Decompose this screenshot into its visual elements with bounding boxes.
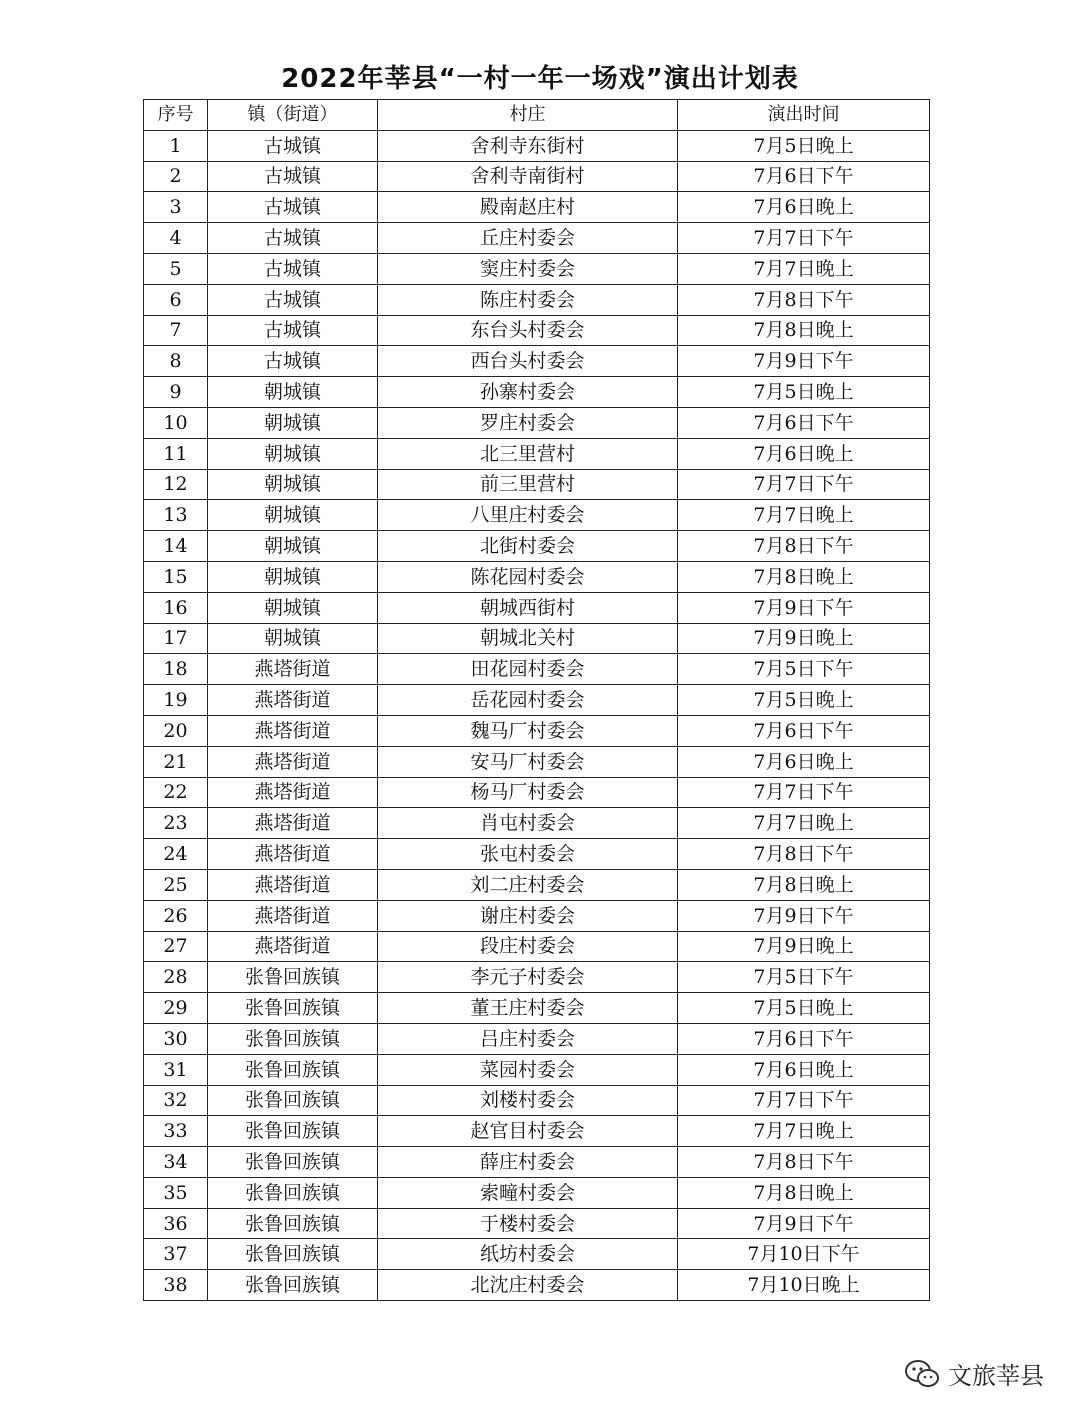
row-town: 燕塔街道 — [208, 777, 378, 808]
row-village: 北街村委会 — [378, 531, 678, 562]
row-time: 7月6日下午 — [678, 407, 930, 438]
row-no: 37 — [144, 1239, 208, 1270]
row-no: 32 — [144, 1085, 208, 1116]
row-town: 朝城镇 — [208, 531, 378, 562]
row-village: 陈花园村委会 — [378, 561, 678, 592]
row-village: 肖屯村委会 — [378, 808, 678, 839]
table-row — [144, 1177, 930, 1208]
row-village: 孙寨村委会 — [378, 377, 678, 408]
row-time: 7月8日下午 — [678, 1147, 930, 1178]
table-header-row — [144, 100, 930, 131]
table-row — [144, 654, 930, 685]
table-row — [144, 869, 930, 900]
row-time: 7月6日下午 — [678, 1023, 930, 1054]
row-no: 21 — [144, 746, 208, 777]
row-no: 34 — [144, 1147, 208, 1178]
row-time: 7月5日晚上 — [678, 685, 930, 716]
row-no: 33 — [144, 1116, 208, 1147]
row-no: 20 — [144, 715, 208, 746]
table-row — [144, 685, 930, 716]
row-village: 菜园村委会 — [378, 1054, 678, 1085]
row-no: 23 — [144, 808, 208, 839]
row-time: 7月5日下午 — [678, 654, 930, 685]
row-time: 7月9日下午 — [678, 1208, 930, 1239]
row-time: 7月10日晚上 — [678, 1270, 930, 1301]
row-no: 5 — [144, 253, 208, 284]
row-no: 36 — [144, 1208, 208, 1239]
row-town: 朝城镇 — [208, 438, 378, 469]
row-town: 张鲁回族镇 — [208, 1270, 378, 1301]
row-no: 4 — [144, 223, 208, 254]
row-time: 7月5日下午 — [678, 962, 930, 993]
row-no: 8 — [144, 346, 208, 377]
row-town: 古城镇 — [208, 192, 378, 223]
row-time: 7月8日晚上 — [678, 561, 930, 592]
row-town: 张鲁回族镇 — [208, 962, 378, 993]
table-row — [144, 315, 930, 346]
row-time: 7月6日下午 — [678, 161, 930, 192]
watermark-text: 文旅莘县 — [948, 1362, 1044, 1390]
row-time: 7月7日晚上 — [678, 500, 930, 531]
table-row — [144, 1270, 930, 1301]
row-town: 朝城镇 — [208, 407, 378, 438]
row-time: 7月7日下午 — [678, 1085, 930, 1116]
row-no: 14 — [144, 531, 208, 562]
row-town: 张鲁回族镇 — [208, 1023, 378, 1054]
page-title: 2022年莘县“一村一年一场戏”演出计划表 — [281, 64, 799, 94]
row-no: 2 — [144, 161, 208, 192]
row-no: 35 — [144, 1177, 208, 1208]
row-town: 古城镇 — [208, 315, 378, 346]
row-time: 7月8日下午 — [678, 839, 930, 870]
row-town: 张鲁回族镇 — [208, 1239, 378, 1270]
table-body — [144, 130, 930, 1300]
row-village: 前三里营村 — [378, 469, 678, 500]
row-village: 丘庄村委会 — [378, 223, 678, 254]
table-row — [144, 438, 930, 469]
row-village: 安马厂村委会 — [378, 746, 678, 777]
row-village: 舍利寺南街村 — [378, 161, 678, 192]
row-no: 1 — [144, 130, 208, 161]
row-time: 7月6日晚上 — [678, 192, 930, 223]
row-village: 罗庄村委会 — [378, 407, 678, 438]
row-town: 朝城镇 — [208, 377, 378, 408]
row-town: 燕塔街道 — [208, 715, 378, 746]
row-no: 17 — [144, 623, 208, 654]
row-no: 13 — [144, 500, 208, 531]
row-town: 古城镇 — [208, 161, 378, 192]
row-town: 燕塔街道 — [208, 900, 378, 931]
header-town: 镇（街道） — [208, 100, 378, 131]
table-row — [144, 1116, 930, 1147]
row-time: 7月6日下午 — [678, 715, 930, 746]
table-row — [144, 377, 930, 408]
table-row — [144, 1239, 930, 1270]
table-row — [144, 1054, 930, 1085]
row-no: 15 — [144, 561, 208, 592]
row-no: 10 — [144, 407, 208, 438]
row-town: 张鲁回族镇 — [208, 1177, 378, 1208]
row-no: 29 — [144, 993, 208, 1024]
row-village: 朝城西街村 — [378, 592, 678, 623]
table-row — [144, 407, 930, 438]
schedule-table — [143, 99, 930, 1301]
row-village: 李元子村委会 — [378, 962, 678, 993]
table-row — [144, 561, 930, 592]
row-time: 7月6日晚上 — [678, 438, 930, 469]
row-no: 12 — [144, 469, 208, 500]
table-row — [144, 1147, 930, 1178]
row-town: 张鲁回族镇 — [208, 1054, 378, 1085]
row-village: 段庄村委会 — [378, 931, 678, 962]
row-town: 燕塔街道 — [208, 839, 378, 870]
row-town: 张鲁回族镇 — [208, 1208, 378, 1239]
table-row — [144, 223, 930, 254]
row-time: 7月8日下午 — [678, 284, 930, 315]
row-village: 张屯村委会 — [378, 839, 678, 870]
row-town: 古城镇 — [208, 253, 378, 284]
row-town: 张鲁回族镇 — [208, 1147, 378, 1178]
row-village: 殿南赵庄村 — [378, 192, 678, 223]
row-time: 7月9日下午 — [678, 592, 930, 623]
row-village: 舍利寺东街村 — [378, 130, 678, 161]
row-village: 薛庄村委会 — [378, 1147, 678, 1178]
row-time: 7月8日晚上 — [678, 1177, 930, 1208]
table-row — [144, 746, 930, 777]
row-no: 3 — [144, 192, 208, 223]
table-row — [144, 192, 930, 223]
row-village: 岳花园村委会 — [378, 685, 678, 716]
row-village: 北三里营村 — [378, 438, 678, 469]
table-row — [144, 900, 930, 931]
row-town: 朝城镇 — [208, 561, 378, 592]
row-town: 古城镇 — [208, 223, 378, 254]
row-no: 30 — [144, 1023, 208, 1054]
row-time: 7月9日晚上 — [678, 931, 930, 962]
header-no: 序号 — [144, 100, 208, 131]
row-town: 古城镇 — [208, 130, 378, 161]
row-village: 刘二庄村委会 — [378, 869, 678, 900]
row-village: 索疃村委会 — [378, 1177, 678, 1208]
row-village: 八里庄村委会 — [378, 500, 678, 531]
row-village: 田花园村委会 — [378, 654, 678, 685]
row-village: 北沈庄村委会 — [378, 1270, 678, 1301]
table-row — [144, 623, 930, 654]
row-no: 11 — [144, 438, 208, 469]
row-town: 燕塔街道 — [208, 869, 378, 900]
row-time: 7月7日晚上 — [678, 1116, 930, 1147]
row-time: 7月5日晚上 — [678, 993, 930, 1024]
row-town: 朝城镇 — [208, 469, 378, 500]
row-town: 朝城镇 — [208, 592, 378, 623]
row-town: 燕塔街道 — [208, 746, 378, 777]
row-time: 7月8日下午 — [678, 531, 930, 562]
row-no: 6 — [144, 284, 208, 315]
table-row — [144, 962, 930, 993]
row-village: 董王庄村委会 — [378, 993, 678, 1024]
row-village: 杨马厂村委会 — [378, 777, 678, 808]
row-town: 燕塔街道 — [208, 808, 378, 839]
row-no: 28 — [144, 962, 208, 993]
row-time: 7月9日晚上 — [678, 623, 930, 654]
table-row — [144, 931, 930, 962]
row-town: 朝城镇 — [208, 500, 378, 531]
row-time: 7月9日下午 — [678, 900, 930, 931]
row-village: 赵官目村委会 — [378, 1116, 678, 1147]
row-no: 26 — [144, 900, 208, 931]
row-village: 刘楼村委会 — [378, 1085, 678, 1116]
row-time: 7月10日下午 — [678, 1239, 930, 1270]
wechat-icon — [904, 1359, 940, 1389]
row-no: 19 — [144, 685, 208, 716]
row-village: 西台头村委会 — [378, 346, 678, 377]
header-village: 村庄 — [378, 100, 678, 131]
row-time: 7月7日下午 — [678, 469, 930, 500]
row-no: 25 — [144, 869, 208, 900]
table-row — [144, 1085, 930, 1116]
row-time: 7月7日晚上 — [678, 253, 930, 284]
table-row — [144, 469, 930, 500]
row-no: 16 — [144, 592, 208, 623]
row-time: 7月8日晚上 — [678, 869, 930, 900]
row-no: 9 — [144, 377, 208, 408]
table-row — [144, 284, 930, 315]
table-row — [144, 253, 930, 284]
row-no: 27 — [144, 931, 208, 962]
table-row — [144, 1208, 930, 1239]
row-village: 纸坊村委会 — [378, 1239, 678, 1270]
table-row — [144, 993, 930, 1024]
row-time: 7月7日下午 — [678, 777, 930, 808]
row-town: 古城镇 — [208, 284, 378, 315]
header-time: 演出时间 — [678, 100, 930, 131]
row-village: 魏马厂村委会 — [378, 715, 678, 746]
table-row — [144, 346, 930, 377]
table-row — [144, 839, 930, 870]
table-row — [144, 130, 930, 161]
table-row — [144, 777, 930, 808]
row-no: 24 — [144, 839, 208, 870]
row-no: 22 — [144, 777, 208, 808]
table-row — [144, 715, 930, 746]
row-no: 7 — [144, 315, 208, 346]
row-time: 7月5日晚上 — [678, 130, 930, 161]
row-village: 陈庄村委会 — [378, 284, 678, 315]
row-village: 窦庄村委会 — [378, 253, 678, 284]
row-time: 7月7日晚上 — [678, 808, 930, 839]
table-row — [144, 1023, 930, 1054]
row-time: 7月8日晚上 — [678, 315, 930, 346]
row-town: 燕塔街道 — [208, 685, 378, 716]
row-town: 朝城镇 — [208, 623, 378, 654]
row-time: 7月9日下午 — [678, 346, 930, 377]
row-no: 18 — [144, 654, 208, 685]
table-row — [144, 161, 930, 192]
row-time: 7月6日晚上 — [678, 746, 930, 777]
row-time: 7月5日晚上 — [678, 377, 930, 408]
row-no: 31 — [144, 1054, 208, 1085]
table-row — [144, 531, 930, 562]
row-town: 张鲁回族镇 — [208, 1116, 378, 1147]
row-town: 张鲁回族镇 — [208, 1085, 378, 1116]
row-village: 朝城北关村 — [378, 623, 678, 654]
row-village: 东台头村委会 — [378, 315, 678, 346]
row-town: 燕塔街道 — [208, 931, 378, 962]
row-time: 7月7日下午 — [678, 223, 930, 254]
row-town: 古城镇 — [208, 346, 378, 377]
row-town: 张鲁回族镇 — [208, 993, 378, 1024]
row-town: 燕塔街道 — [208, 654, 378, 685]
row-village: 于楼村委会 — [378, 1208, 678, 1239]
row-village: 吕庄村委会 — [378, 1023, 678, 1054]
table-row — [144, 592, 930, 623]
table-row — [144, 500, 930, 531]
row-village: 谢庄村委会 — [378, 900, 678, 931]
row-no: 38 — [144, 1270, 208, 1301]
row-time: 7月6日晚上 — [678, 1054, 930, 1085]
table-row — [144, 808, 930, 839]
watermark — [904, 1356, 1044, 1391]
